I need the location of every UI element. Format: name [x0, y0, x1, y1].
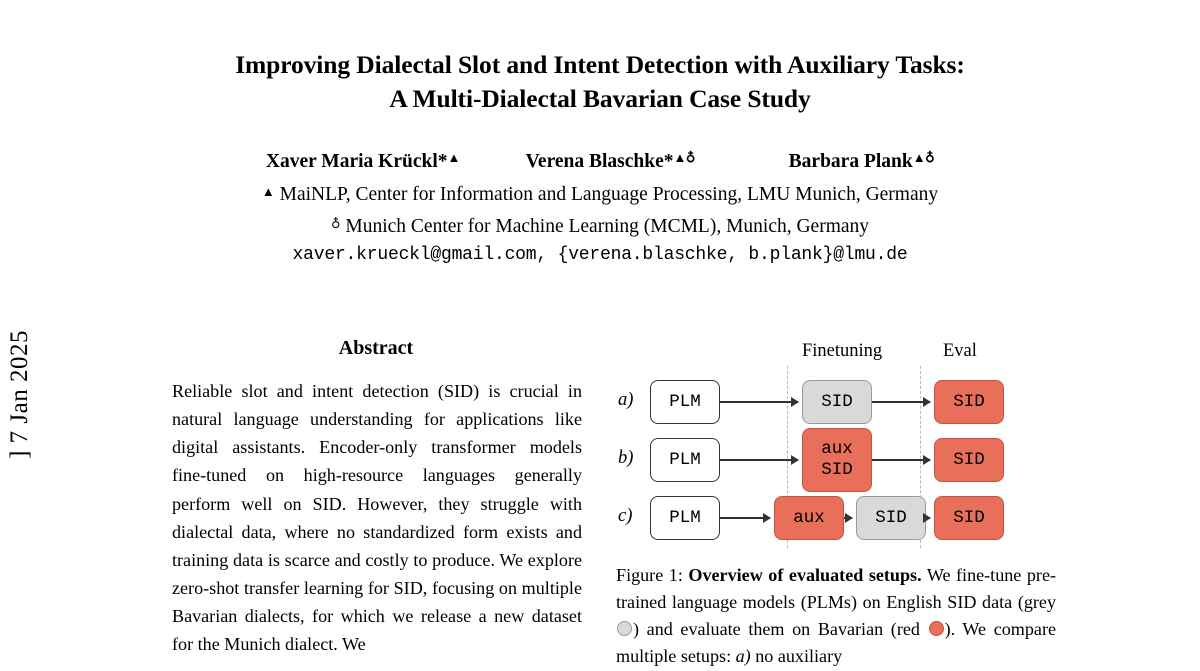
figure-row-c-label: c): [618, 506, 633, 526]
abstract-heading: Abstract: [338, 337, 414, 359]
figure-row-c-sid-box: SID: [856, 496, 926, 540]
figure-column-labels: [616, 336, 1054, 362]
author-1-name: Xaver Maria Krückl*: [265, 151, 448, 172]
author-1: [266, 150, 460, 173]
affiliation-2: [150, 216, 1050, 238]
author-2-marks: ▲♁: [673, 150, 695, 165]
red-swatch-icon: [929, 621, 944, 636]
figure-row-a-label: a): [618, 390, 634, 410]
figure-row-a-finetune-sid-box: SID: [802, 380, 872, 424]
grey-swatch-icon: [617, 621, 632, 636]
author-2: [526, 150, 695, 173]
author-3: [789, 150, 934, 173]
affiliation-2-text: Munich Center for Machine Learning (MCML), Munich, Germany: [345, 216, 870, 237]
figure-caption-title: Overview of evaluated setups.: [688, 565, 922, 585]
figure-caption-text-2: ) and evaluate them on Bavarian (red: [633, 619, 928, 640]
page-title: [150, 48, 1050, 115]
affiliation-1: [150, 184, 1050, 206]
figure-caption: [616, 562, 1056, 671]
figure-caption-text-1: We fine-tune pre-trained language models (PLMs) on English SID data (grey: [616, 565, 1057, 613]
figure-row-a-arrow-1: [720, 401, 798, 403]
figure-row-c-arrow-3: [926, 517, 930, 519]
figure-1: [616, 336, 1054, 558]
contact-emails: xaver.krueckl@gmail.com, {verena.blaschke, b.plank}@lmu.de: [292, 245, 908, 265]
figure-row-c-aux-box: aux: [774, 496, 844, 540]
title-line-2: A Multi-Dialectal Bavarian Case Study: [389, 83, 811, 113]
figure-caption-text-3: ). We compare multiple setups:: [616, 619, 1056, 667]
author-3-name: Barbara Plank: [788, 151, 913, 172]
figure-caption-number: Figure 1:: [616, 565, 683, 585]
figure-row-c-arrow-1: [720, 517, 770, 519]
affiliation-1-text: MaiNLP, Center for Information and Language Processing, LMU Munich, Germany: [279, 184, 939, 205]
figure-row-b-arrow-1: [720, 459, 798, 461]
author-list: [150, 150, 1050, 173]
figure-caption-text-4: no auxiliary: [750, 646, 843, 667]
figure-row-a-plm-box: PLM: [650, 380, 720, 424]
figure-row-b-arrow-2: [872, 459, 930, 461]
figure-row-b-finetune-stacked-box: [802, 428, 872, 492]
figure-row-b: [616, 432, 1054, 488]
figure-row-c: [616, 490, 1054, 546]
figure-label-eval: Eval: [943, 341, 977, 361]
figure-row-b-eval-sid-box: SID: [934, 438, 1004, 482]
figure-row-a-eval-sid-box: SID: [934, 380, 1004, 424]
figure-row-b-aux-label: aux: [821, 438, 853, 459]
author-1-marks: ▲: [447, 150, 460, 165]
figure-row-c-arrow-2: [844, 517, 852, 519]
author-2-name: Verena Blaschke*: [525, 151, 674, 172]
affiliation-1-mark: ▲: [261, 184, 275, 199]
figure-row-a: [616, 374, 1054, 430]
figure-label-finetuning: Finetuning: [802, 341, 883, 361]
affiliation-2-mark: ♁: [330, 216, 341, 231]
figure-caption-italic-a: a): [735, 646, 751, 667]
figure-row-b-label: b): [618, 448, 634, 468]
figure-row-c-eval-sid-box: SID: [934, 496, 1004, 540]
figure-row-c-plm-box: PLM: [650, 496, 720, 540]
abstract-body: Reliable slot and intent detection (SID) is crucial in natural language understanding for applications like digital assistants. Encoder-only transformer models fine-tuned on high-resource languages generally perform well on SID. However, they struggle with dialectal data, where no standardized form exists and training data is scarce and costly to produce. We explore zero-shot transfer learning for SID, focusing on multiple Bavarian dialects, for which we release a new dataset for the Munich dialect. We: [172, 381, 582, 655]
figure-row-a-arrow-2: [872, 401, 930, 403]
figure-row-b-sid-label: SID: [821, 460, 853, 480]
title-line-1: Improving Dialectal Slot and Intent Detection with Auxiliary Tasks:: [235, 50, 965, 79]
author-3-marks: ▲♁: [912, 150, 935, 165]
figure-row-b-plm-box: PLM: [650, 438, 720, 482]
arxiv-stamp: ] 7 Jan 2025: [6, 330, 33, 459]
